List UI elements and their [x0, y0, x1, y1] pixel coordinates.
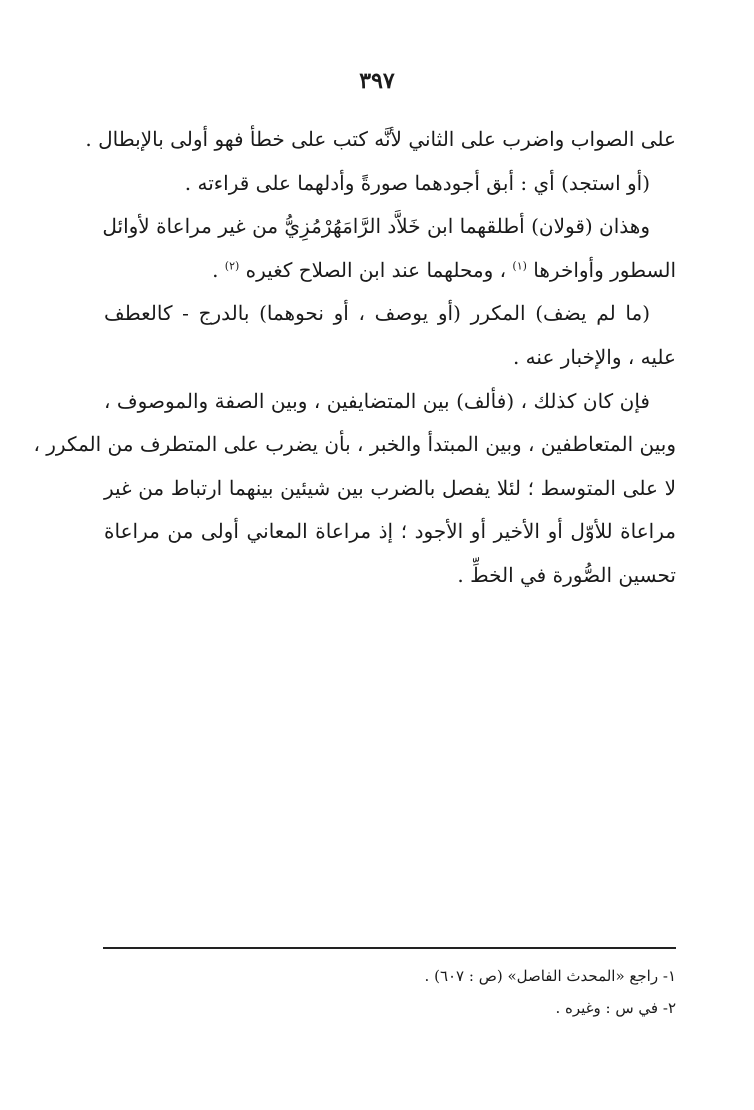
footnote-divider [103, 947, 676, 949]
text-line-4-part-2: ، ومحلهما عند ابن الصلاح كغيره [245, 257, 507, 282]
footnote-ref-2[interactable]: (٢) [224, 259, 240, 273]
footnote-1: ١- راجع «المحدث الفاصل» (ص : ٦٠٧) . [424, 967, 676, 985]
text-line-4 [104, 249, 676, 293]
text-line-7: فإن كان كذلك ، (فألف) بين المتضايفين ، وبين الصفة والموصوف ، [104, 388, 650, 413]
text-line-3: وهذان (قولان) أطلقهما ابن خَلاَّد الرَّامَهُرْمُزِيُّ من غير مراعاة لأوائل [102, 214, 650, 239]
text-line-11: تحسين الصُّورة في الخطِّ . [457, 562, 676, 587]
text-line-4-part-1: السطور وأواخرها [533, 257, 676, 282]
footnote-ref-1[interactable]: (١) [512, 259, 527, 273]
text-line-5: (ما لم يضف) المكرر (أو يوصف ، أو نحوهما) بالدرج - كالعطف [104, 301, 650, 326]
page-number: ٣٩٧ [359, 68, 395, 94]
text-line-6: عليه ، والإخبار عنه . [512, 344, 676, 369]
text-line-1: على الصواب واضرب على الثاني لأنَّه كتب على خطأ فهو أولى بالإبطال . [85, 127, 676, 151]
main-text [33, 118, 676, 598]
footnote-2: ٢- في س : وغيره . [555, 999, 676, 1017]
text-line-8: وبين المتعاطفين ، وبين المبتدأ والخبر ، بأن يضرب على المتطرف من المكرر ، [33, 432, 676, 457]
footnotes [104, 960, 676, 1024]
text-line-9: لا على المتوسط ؛ لئلا يفصل بالضرب بين شيئين بينهما ارتباط من غير [104, 475, 676, 500]
text-line-10: مراعاة للأوّل أو الأخير أو الأجود ؛ إذ مراعاة المعاني أولى من مراعاة [104, 519, 676, 544]
text-line-2: (أو استجد) أي : أبق أجودهما صورةً وأدلهما على قراءته . [184, 170, 650, 195]
text-line-4-end: . [212, 257, 219, 282]
